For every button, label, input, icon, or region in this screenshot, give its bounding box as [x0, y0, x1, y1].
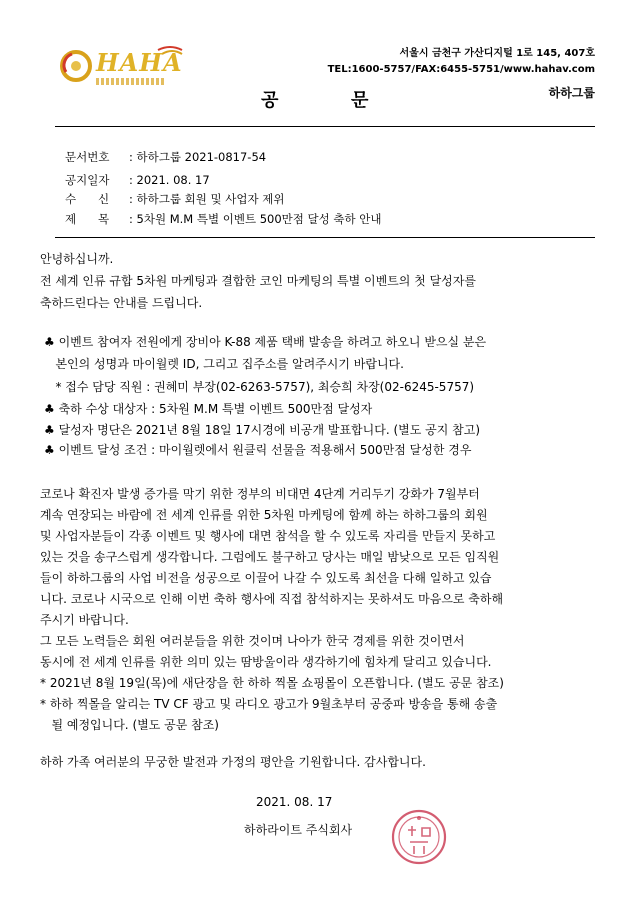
para-line: 동시에 전 세계 인류를 위한 의미 있는 땀방울이라 생각하기에 힘차게 달리고 있습니다.	[40, 655, 492, 669]
notice-line: * 하하 찍몰을 알리는 TV CF 광고 및 라디오 광고가 9월초부터 공중파 방송을 통해 송출	[40, 697, 498, 711]
logo-tagline-bar	[96, 78, 166, 85]
header-org: 하하그룹	[548, 86, 595, 100]
meta-doc-number: 문서번호 : 하하그룹 2021-0817-54	[65, 150, 267, 164]
meta-rule	[55, 237, 595, 238]
para-line: 계속 연장되는 바람에 전 세계 인류를 위한 5차원 마케팅에 함께 하는 하하그룹의 회원	[40, 508, 488, 522]
footer-date: 2021. 08. 17	[256, 795, 333, 809]
closing-line: 하하 가족 여러분의 무궁한 발전과 가정의 평안을 기원합니다. 감사합니다.	[40, 755, 426, 769]
company-logo	[58, 42, 188, 94]
bullet-line: ♣ 이벤트 달성 조건 : 마이월렛에서 원클릭 선물을 적용해서 500만점 달성한 경우	[44, 443, 472, 457]
seal-stamp-icon	[390, 808, 448, 866]
para-line: 코로나 확진자 발생 증가를 막기 위한 정부의 비대면 4단계 거리두기 강화가 7월부터	[40, 487, 480, 501]
logo-wordmark: HAHA	[96, 48, 183, 77]
para-line: 주시기 바랍니다.	[40, 613, 129, 627]
intro-line-1: 전 세계 인류 규합 5차원 마케팅과 결합한 코인 마케팅의 특별 이벤트의 첫 달성자를	[40, 274, 476, 288]
header-address: 서울시 금천구 가산디지털 1로 145, 407호	[399, 48, 595, 59]
notice-line: 될 예정입니다. (별도 공문 참조)	[40, 718, 219, 732]
meta-subject: 제 목 : 5차원 M.M 특별 이벤트 500만점 달성 축하 안내	[65, 212, 382, 226]
intro-line-2: 축하드린다는 안내를 드립니다.	[40, 296, 203, 310]
meta-recipient: 수 신 : 하하그룹 회원 및 사업자 제위	[65, 192, 285, 206]
company-seal	[390, 808, 448, 866]
para-line: 및 사업자분들이 각종 이벤트 및 행사에 대면 참석을 할 수 있도록 자리를 만들지 못하고	[40, 529, 496, 543]
header-contact: TEL:1600-5757/FAX:6455-5751/www.hahav.com	[327, 64, 595, 75]
bullet-line: 본인의 성명과 마이월렛 ID, 그리고 집주소를 알려주시기 바랍니다.	[44, 357, 404, 371]
bullet-line: * 접수 담당 직원 : 권혜미 부장(02-6263-5757), 최승희 차장(02-6245-5757)	[44, 380, 475, 394]
para-line: 있는 것을 송구스럽게 생각합니다. 그럼에도 불구하고 당사는 매일 밤낮으로 모든 임직원	[40, 550, 500, 564]
footer-company: 하하라이트 주식회사	[244, 823, 353, 837]
header-rule	[55, 126, 595, 127]
title-char-2: 문	[351, 90, 371, 111]
bullet-line: ♣ 달성자 명단은 2021년 8월 18일 17시경에 비공개 발표합니다. (별도 공지 참고)	[44, 423, 481, 437]
meta-notice-date: 공지일자 : 2021. 08. 17	[65, 173, 210, 187]
greeting: 안녕하십니까.	[40, 252, 114, 266]
notice-line: * 2021년 8월 19일(목)에 새단장을 한 하하 찍몰 쇼핑몰이 오픈합니다. (별도 공문 참조)	[40, 676, 504, 690]
para-line: 그 모든 노력들은 회원 여러분들을 위한 것이며 나아가 한국 경제를 위한 것이면서	[40, 634, 465, 648]
para-line: 들이 하하그룹의 사업 비전을 성공으로 이끌어 나갈 수 있도록 최선을 다해 일하고 있습	[40, 571, 492, 585]
title-char-1: 공	[261, 90, 281, 111]
para-line: 니다. 코로나 시국으로 인해 이번 축하 행사에 직접 참석하지는 못하셔도 마음으로 축하해	[40, 592, 504, 606]
bullet-line: ♣ 이벤트 참여자 전원에게 장비아 K-88 제품 택배 발송을 하려고 하오니 받으실 분은	[44, 335, 487, 349]
bullet-line: ♣ 축하 수상 대상자 : 5차원 M.M 특별 이벤트 500만점 달성자	[44, 402, 373, 416]
